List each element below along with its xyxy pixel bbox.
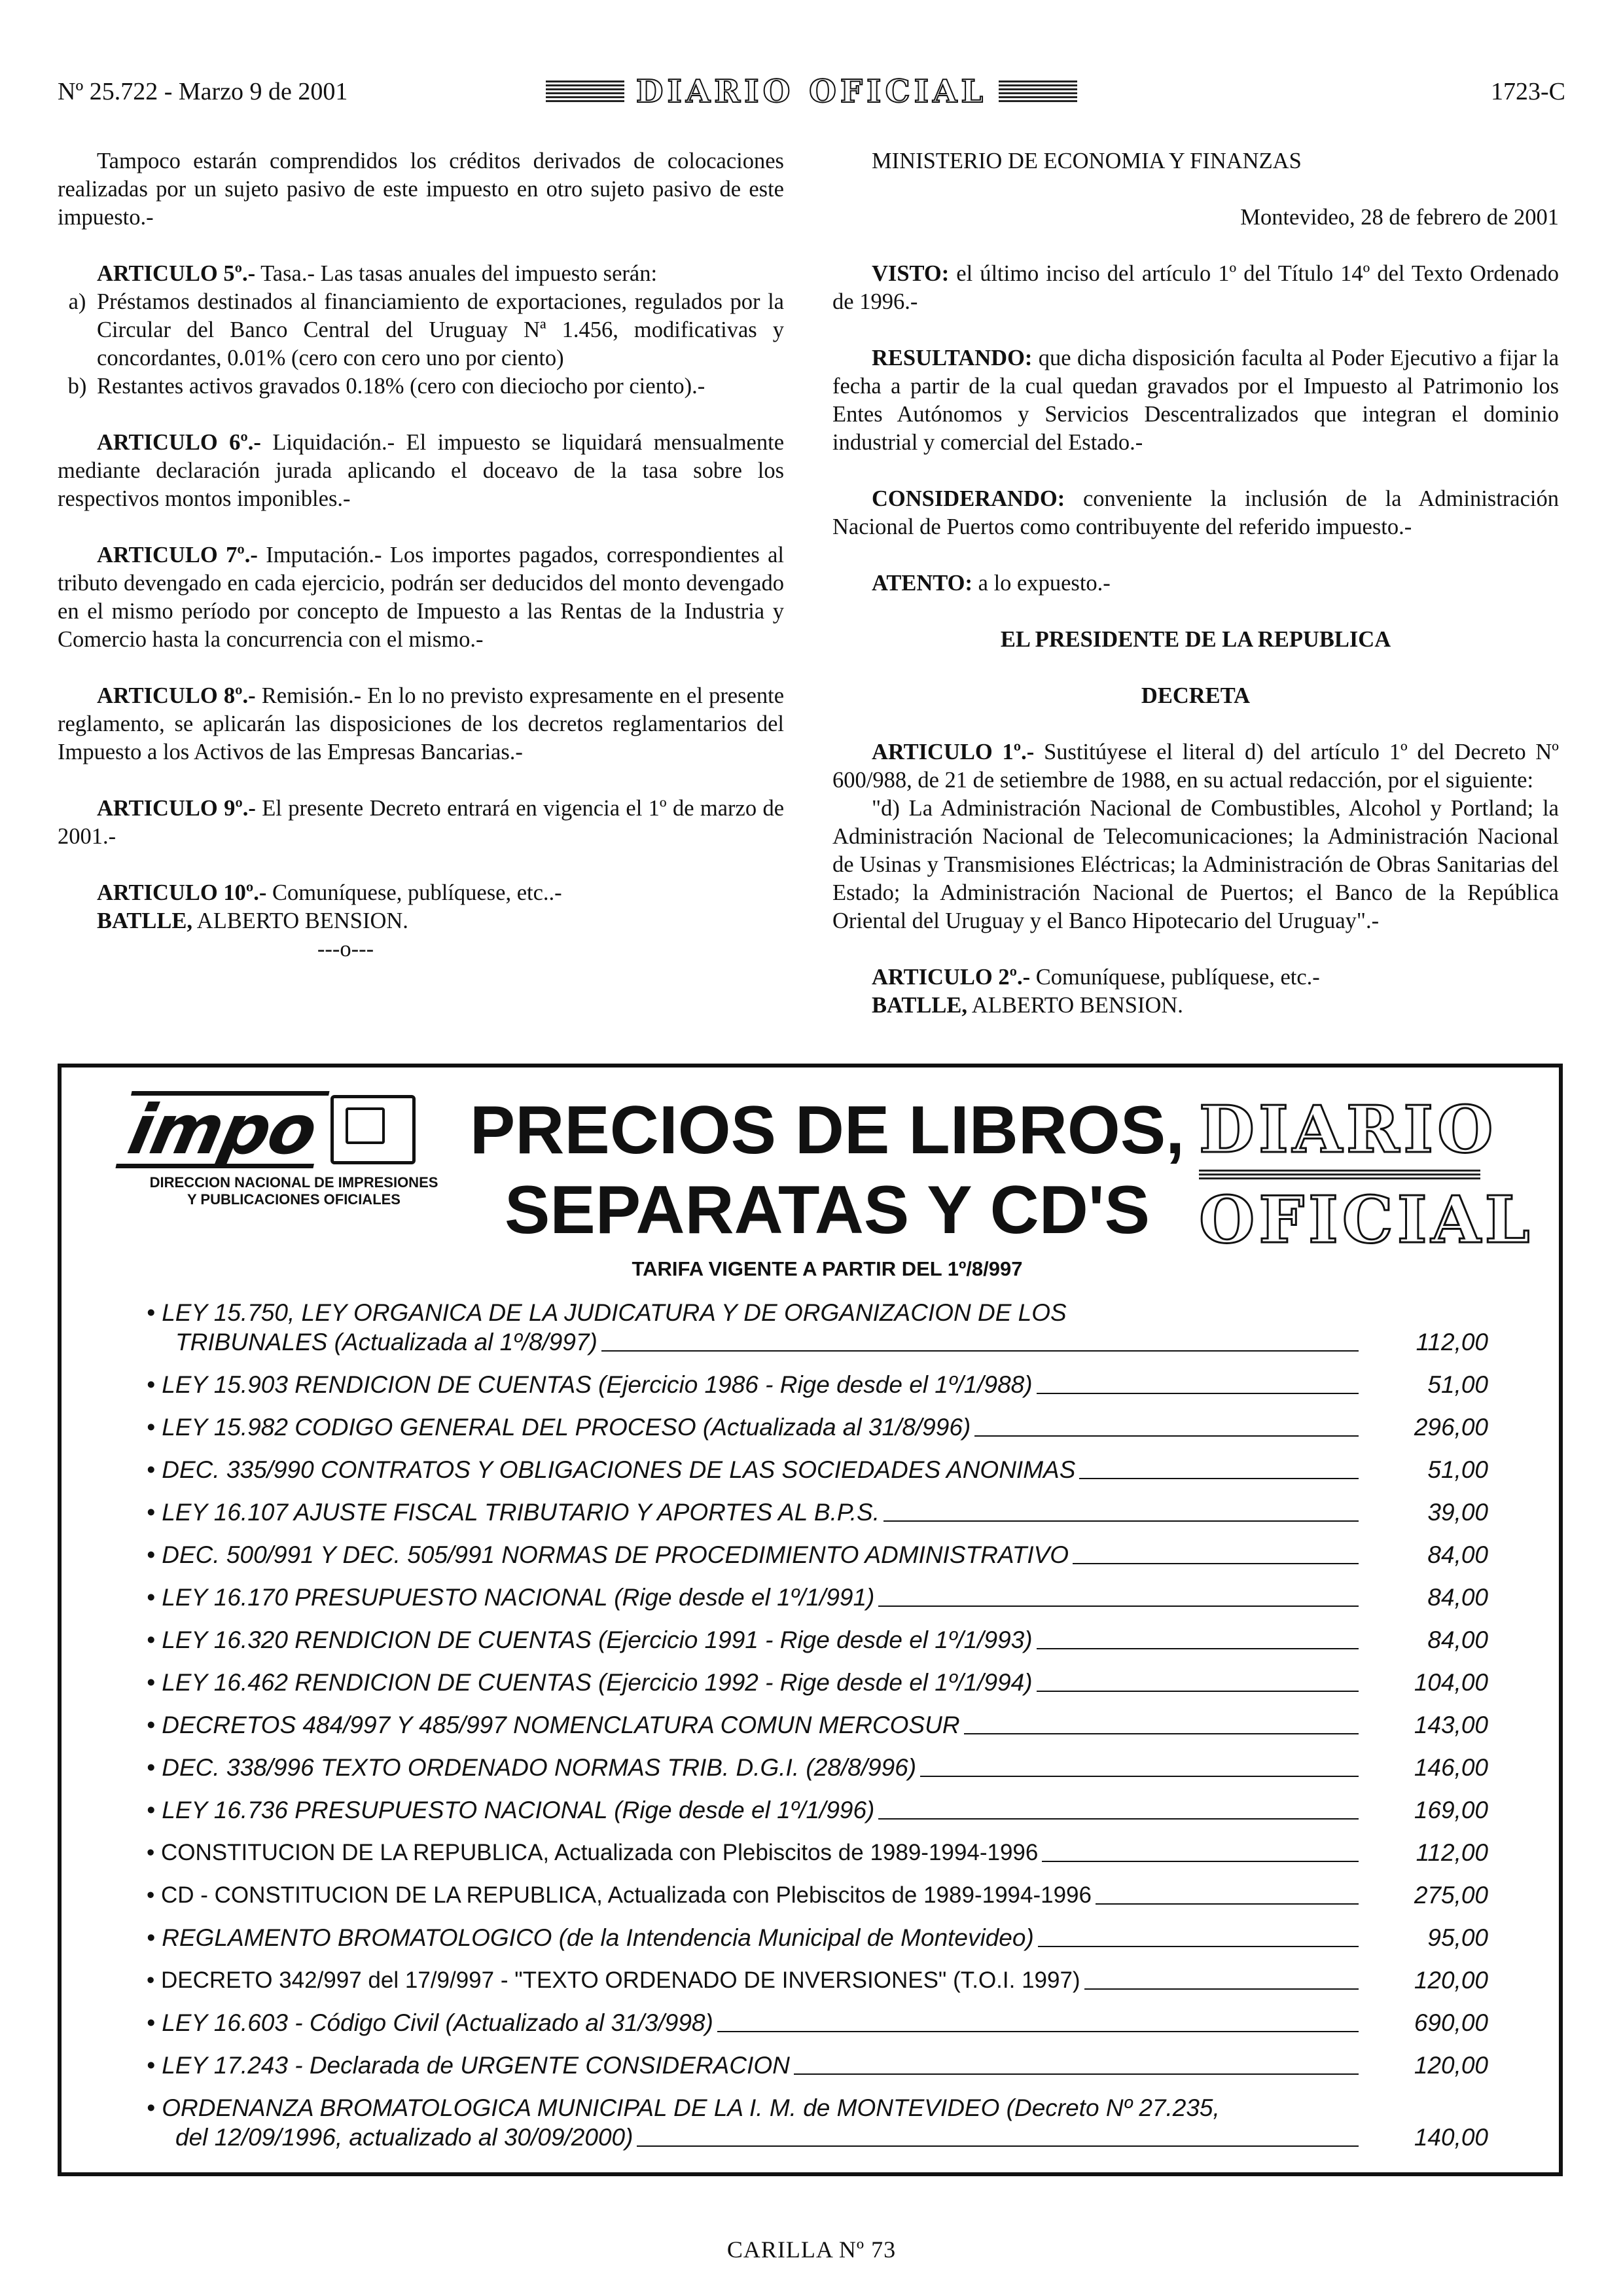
- masthead: [58, 73, 1565, 110]
- price-item: • DEC. 500/991 Y DEC. 505/991 NORMAS DE PROCEDIMIENTO ADMINISTRATIVO 84,00: [147, 1541, 1488, 1568]
- right-column: [832, 147, 1559, 1020]
- price-list-title: PRECIOS DE LIBROS, SEPARATAS Y CD'S: [469, 1092, 1185, 1248]
- masthead-title: DIARIO OFICIAL: [635, 73, 988, 110]
- tarifa-note: TARIFA VIGENTE A PARTIR DEL 1º/8/997: [632, 1257, 1023, 1280]
- ministry-heading: MINISTERIO DE ECONOMIA Y FINANZAS: [872, 149, 1302, 173]
- decreta-heading: DECRETA: [1141, 683, 1251, 708]
- article-6: ARTICULO 6º.- Liquidación.- El impuesto se liquidará mensualmente mediante declaración jurada aplicando el doceavo de la tasa sobre los respectivos montos imponibles.-: [58, 430, 785, 511]
- atento: ATENTO: a lo expuesto.-: [872, 571, 1111, 596]
- visto: VISTO: el último inciso del artículo 1º del Título 14º del Texto Ordenado de 1996.-: [832, 261, 1560, 314]
- page-header: [58, 73, 1565, 113]
- left-signature: BATLLE, ALBERTO BENSION.: [97, 908, 408, 933]
- article-5-item-a: a) Préstamos destinados al financiamiento de exportaciones, regulados por la Circular del Banco Central del Uruguay Nª 1.456, modificativas y concordantes, 0.01% (cero con cero uno por ciento): [68, 289, 784, 370]
- article-1-quote: "d) La Administración Nacional de Combustibles, Alcohol y Portland; la Administración Nacional de Telecomunicaciones; la Administración Nacional de Usinas y Transmisiones Eléctricas; la Administración de Obras Sanitarias del Estado; la Administración Nacional de Puertos; el Banco de la República Oriental del Uruguay y el Banco Hipotecario del Uruguay".-: [832, 796, 1559, 933]
- article-7: ARTICULO 7º.- Imputación.- Los importes pagados, correspondientes al tributo devengado en cada ejercicio, podrán ser deducidos del monto devengado en el mismo período por concepto de Impuesto a las Rentas de la Industria y Comercio hasta la concurrencia con el mismo.-: [58, 543, 785, 652]
- impo-logo: [124, 1090, 464, 1208]
- separator: ---o---: [317, 937, 374, 961]
- price-item: • CD - CONSTITUCION DE LA REPUBLICA, Actualizada con Plebiscitos de 1989-1994-1996 275,00: [147, 1882, 1488, 1909]
- page-footer: CARILLA Nº 73: [726, 2236, 897, 2263]
- decree-date: Montevideo, 28 de febrero de 2001: [1240, 205, 1559, 230]
- article-5-item-b: b) Restantes activos gravados 0.18% (cero con dieciocho por ciento).-: [67, 374, 705, 399]
- article-9: ARTICULO 9º.- El presente Decreto entrará en vigencia el 1º de marzo de 2001.-: [58, 796, 785, 849]
- price-item: • DECRETO 342/997 del 17/9/997 - "TEXTO ORDENADO DE INVERSIONES" (T.O.I. 1997) 120,00: [147, 1967, 1488, 1994]
- price-item: • DEC. 338/996 TEXTO ORDENADO NORMAS TRIB. D.G.I. (28/8/996) 146,00: [147, 1754, 1488, 1781]
- price-list-box: [58, 1064, 1563, 2176]
- price-item: • LEY 16.462 RENDICION DE CUENTAS (Ejercicio 1992 - Rige desde el 1º/1/994) 104,00: [147, 1669, 1488, 1696]
- article-10: ARTICULO 10º.- Comuníquese, publíquese, etc..-: [97, 880, 562, 905]
- price-item: • LEY 15.903 RENDICION DE CUENTAS (Ejercicio 1986 - Rige desde el 1º/1/988) 51,00: [147, 1371, 1488, 1398]
- price-item: • LEY 16.320 RENDICION DE CUENTAS (Ejercicio 1991 - Rige desde el 1º/1/993) 84,00: [147, 1626, 1488, 1653]
- president-heading: EL PRESIDENTE DE LA REPUBLICA: [1000, 627, 1391, 652]
- price-item: • CONSTITUCION DE LA REPUBLICA, Actualizada con Plebiscitos de 1989-1994-1996 112,00: [147, 1839, 1488, 1866]
- price-item: • DEC. 335/990 CONTRATOS Y OBLIGACIONES DE LAS SOCIEDADES ANONIMAS 51,00: [147, 1456, 1488, 1483]
- impo-wordmark: impo: [115, 1091, 329, 1168]
- right-signature: BATLLE, ALBERTO BENSION.: [872, 993, 1183, 1018]
- right-article-2: ARTICULO 2º.- Comuníquese, publíquese, etc.-: [872, 965, 1320, 990]
- price-list: [147, 1298, 1488, 2165]
- price-item: • DECRETOS 484/997 Y 485/997 NOMENCLATURA COMUN MERCOSUR 143,00: [147, 1712, 1488, 1738]
- intro-paragraph: Tampoco estarán comprendidos los créditos derivados de colocaciones realizadas por un sujeto pasivo de este impuesto en otro sujeto pasivo de este impuesto.-: [58, 149, 784, 230]
- masthead-rule-right: [999, 81, 1077, 103]
- resultando: RESULTANDO: que dicha disposición faculta al Poder Ejecutivo a fijar la fecha a partir de la cual quedan gravados por el Impuesto al Patrimonio los Entes Autónomos y Servicios Descentralizados que integran el dominio industrial y comercial del Estado.-: [832, 346, 1560, 455]
- page-number: 1723-C: [1491, 78, 1565, 105]
- price-item: • ORDENANZA BROMATOLOGICA MUNICIPAL DE LA I. M. de MONTEVIDEO (Decreto Nº 27.235, del 12/09/1996, actualizado al 30/09/2000) 140,00: [147, 2094, 1488, 2151]
- left-column: [58, 147, 784, 963]
- impo-subtitle: DIRECCION NACIONAL DE IMPRESIONES Y PUBLICACIONES OFICIALES: [149, 1174, 438, 1208]
- price-item: • REGLAMENTO BROMATOLOGICO (de la Intendencia Municipal de Montevideo) 95,00: [147, 1924, 1488, 1951]
- masthead-rule-left: [546, 81, 624, 103]
- right-article-1: ARTICULO 1º.- Sustitúyese el literal d) del artículo 1º del Decreto Nº 600/988, de 21 de setiembre de 1988, en su actual redacción, por el siguiente:: [832, 740, 1560, 793]
- price-item: • LEY 16.736 PRESUPUESTO NACIONAL (Rige desde el 1º/1/996) 169,00: [147, 1797, 1488, 1823]
- diario-oficial-logo: DIARIO OFICIAL: [1199, 1092, 1534, 1258]
- price-item: • LEY 17.243 - Declarada de URGENTE CONSIDERACION 120,00: [147, 2052, 1488, 2079]
- price-item: • LEY 15.982 CODIGO GENERAL DEL PROCESO (Actualizada al 31/8/996) 296,00: [147, 1414, 1488, 1441]
- article-5: ARTICULO 5º.- Tasa.- Las tasas anuales del impuesto serán:: [97, 261, 658, 286]
- price-item: • LEY 16.603 - Código Civil (Actualizado al 31/3/998) 690,00: [147, 2009, 1488, 2036]
- issue-number: Nº 25.722 - Marzo 9 de 2001: [58, 78, 348, 105]
- article-8: ARTICULO 8º.- Remisión.- En lo no previsto expresamente en el presente reglamento, se aplicarán las disposiciones de los decretos reglamentarios del Impuesto a los Activos de las Empresas Bancarias.-: [58, 683, 785, 764]
- computer-icon: [330, 1095, 416, 1164]
- price-item: • LEY 15.750, LEY ORGANICA DE LA JUDICATURA Y DE ORGANIZACION DE LOS TRIBUNALES (Actualizada al 1º/8/997) 112,00: [147, 1299, 1488, 1355]
- price-item: • LEY 16.170 PRESUPUESTO NACIONAL (Rige desde el 1º/1/991) 84,00: [147, 1584, 1488, 1611]
- price-item: • LEY 16.107 AJUSTE FISCAL TRIBUTARIO Y APORTES AL B.P.S. 39,00: [147, 1499, 1488, 1526]
- considerando: CONSIDERANDO: conveniente la inclusión de la Administración Nacional de Puertos como contribuyente del referido impuesto.-: [832, 486, 1559, 539]
